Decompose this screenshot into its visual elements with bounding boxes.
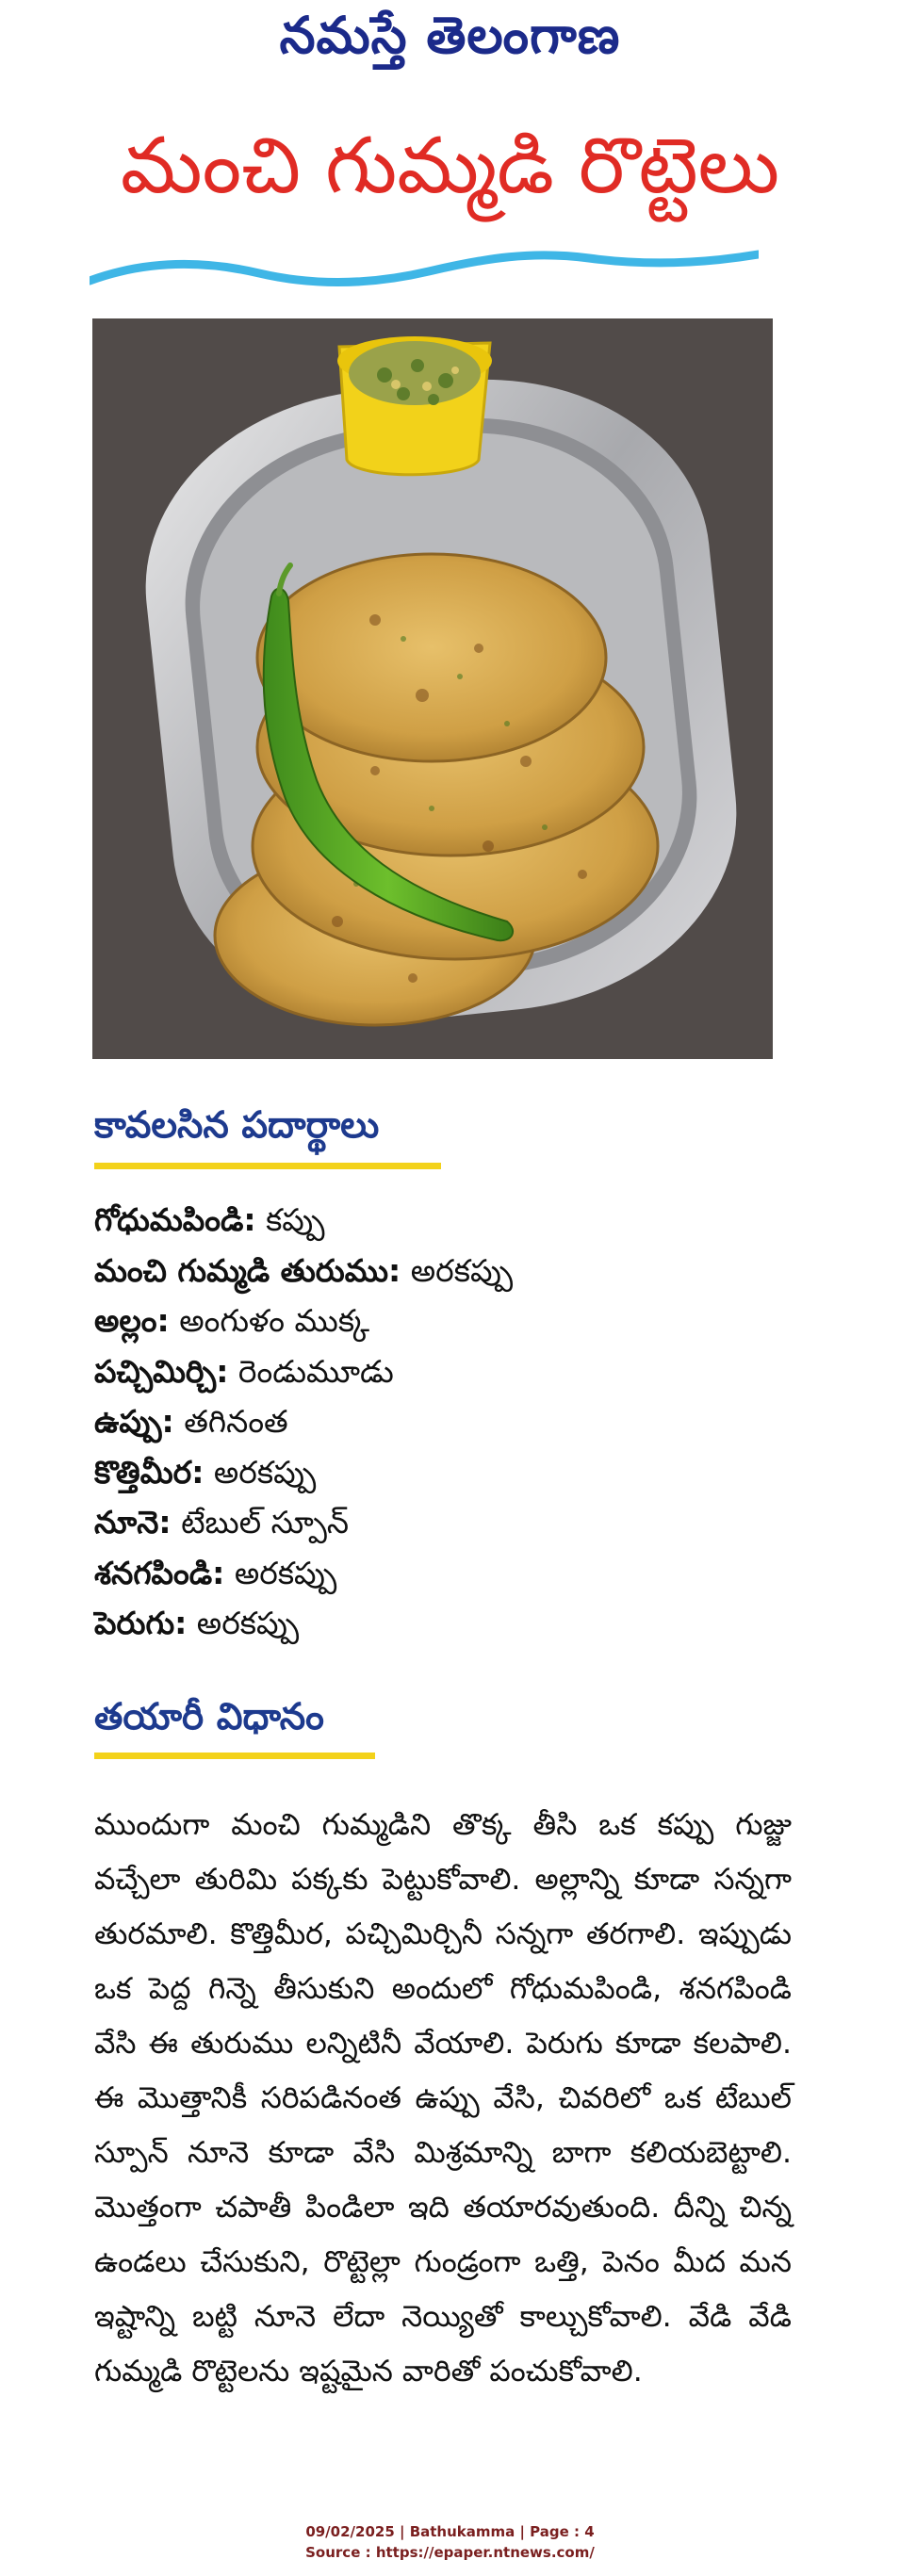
ingredient-qty: టేబుల్ స్పూన్: [171, 1504, 350, 1541]
ingredient-item: [94, 1497, 810, 1548]
method-heading-underline: [94, 1753, 375, 1759]
masthead-logo: నమస్తే తెలంగాణ: [279, 6, 621, 65]
ingredient-qty: అంగుళం ముక్క: [169, 1302, 370, 1339]
ingredient-name: ఉప్పు:: [94, 1403, 174, 1440]
footer-date-line: 09/02/2025 | Bathukamma | Page : 4: [305, 2523, 595, 2540]
ingredient-name: శనగపిండి:: [94, 1554, 225, 1591]
ingredient-item: [94, 1447, 810, 1498]
ingredient-qty: అరకప్పు: [224, 1554, 337, 1591]
ingredient-qty: కప్పు: [255, 1201, 325, 1238]
ingredient-item: [94, 1246, 810, 1296]
ingredient-name: గోధుమపిండి:: [94, 1201, 256, 1238]
ingredient-item: [94, 1195, 810, 1246]
ingredient-item: [94, 1296, 810, 1346]
ingredient-qty: రెండుమూడు: [228, 1352, 394, 1390]
ingredient-qty: అరకప్పు: [187, 1605, 300, 1641]
ingredient-name: మంచి గుమ్మడి తురుము:: [94, 1251, 401, 1289]
ingredient-qty: అరకప్పు: [204, 1453, 317, 1491]
recipe-photo: [92, 318, 773, 1059]
ingredient-qty: అరకప్పు: [401, 1251, 514, 1289]
wave-divider: [90, 243, 759, 300]
ingredients-heading-underline: [94, 1163, 441, 1169]
ingredient-name: పచ్చిమిర్చి:: [94, 1352, 229, 1390]
footer-source-line: Source : https://epaper.ntnews.com/: [305, 2544, 595, 2561]
roti-plate-illustration: [92, 318, 773, 1059]
method-heading: తయారీ విధానం: [94, 1696, 324, 1738]
ingredients-list: [94, 1195, 810, 1649]
article-title: మంచి గుమ్మడి రొట్టెలు: [120, 122, 780, 211]
ingredient-item: [94, 1548, 810, 1599]
ingredient-name: కొత్తిమీర:: [94, 1453, 205, 1491]
ingredients-heading: కావలసిన పదార్థాలు: [94, 1104, 380, 1147]
ingredient-name: పెరుగు:: [94, 1605, 188, 1641]
ingredient-name: అల్లం:: [94, 1302, 170, 1339]
method-paragraph: ముందుగా మంచి గుమ్మడిని తొక్క తీసి ఒక కప్పు గుజ్జు వచ్చేలా తురిమి పక్కకు పెట్టుకోవాలి. అల్లాన్ని కూడా సన్నగా తురమాలి. కొత్తిమీర, పచ్చిమిర్చినీ సన్నగా తరగాలి. ఇప్పుడు ఒక పెద్ద గిన్నె తీసుకుని అందులో గోధుమపిండి, శనగపిండి వేసి ఈ తురుము లన్నిటినీ వేయాలి. పెరుగు కూడా కలపాలి. ఈ మొత్తానికీ సరిపడినంత ఉప్పు వేసి, చివరిలో ఒక టేబుల్ స్పూన్ నూనె కూడా వేసి మిశ్రమాన్ని బాగా కలియబెట్టాలి. మొత్తంగా చపాతీ పిండిలా ఇది తయారవుతుంది. దీన్ని చిన్న ఉండలు చేసుకుని, రొట్టెల్లా గుండ్రంగా ఒత్తి, పెనం మీద మన ఇష్టాన్ని బట్టి నూనె లేదా నెయ్యితో కాల్చుకోవాలి. వేడి వేడి గుమ్మడి రొట్టెలను ఇష్టమైన వారితో పంచుకోవాలి.: [94, 1808, 792, 2389]
ingredient-item: [94, 1346, 810, 1397]
ingredient-name: నూనె:: [94, 1504, 172, 1541]
ingredient-item: [94, 1598, 810, 1649]
ingredient-qty: తగినంత: [173, 1403, 288, 1440]
ingredient-item: [94, 1396, 810, 1447]
